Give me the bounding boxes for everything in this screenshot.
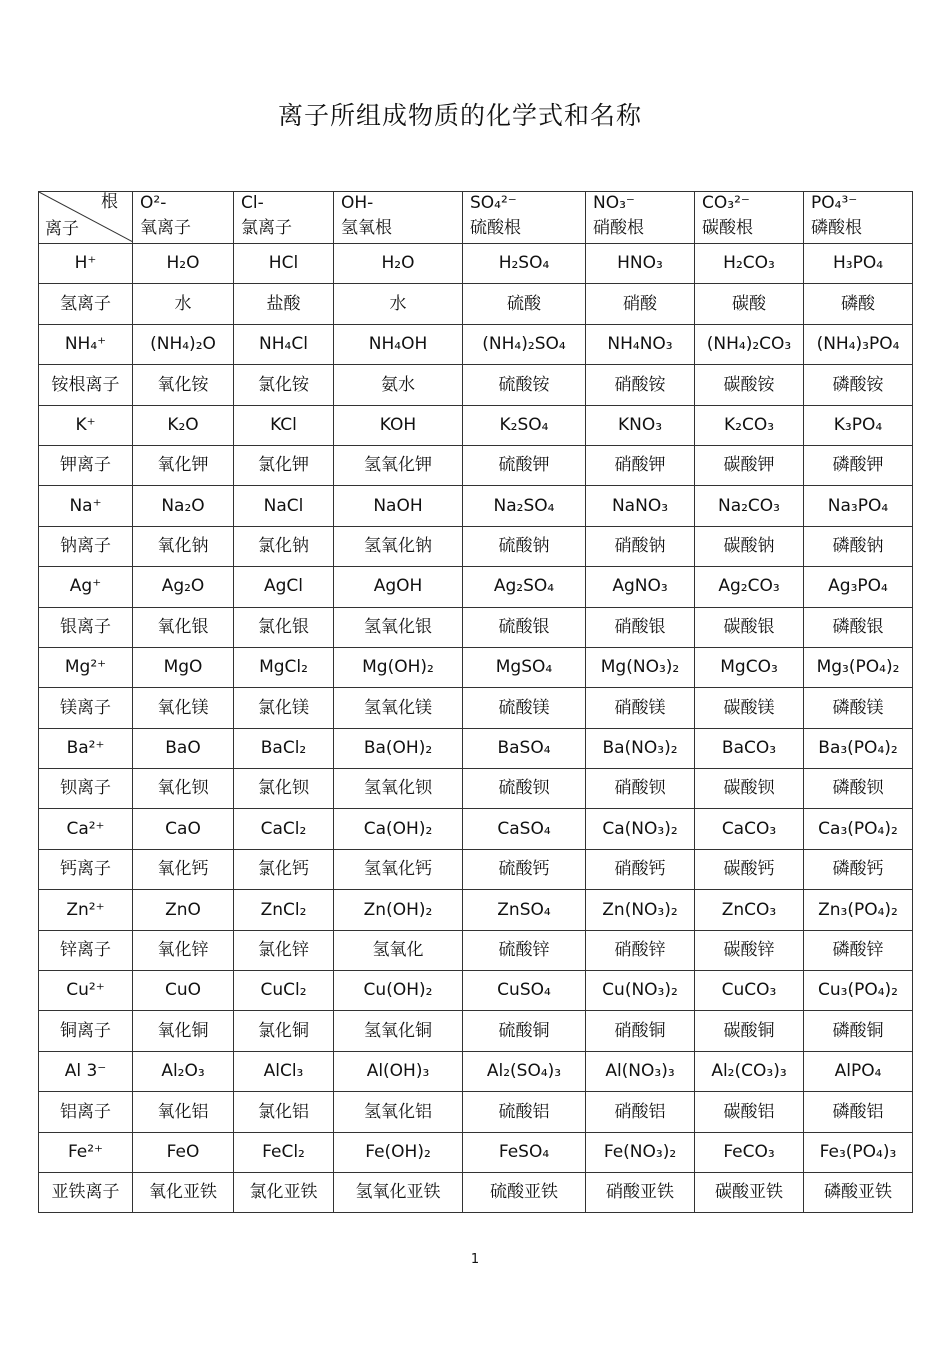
compound-formula-cell: CuSO₄: [463, 971, 586, 1011]
cation-formula-cell: Ca²⁺: [39, 809, 133, 849]
cation-name-cell: 铜离子: [39, 1011, 133, 1051]
compound-formula-cell: NH₄OH: [334, 324, 463, 364]
compound-name-cell: 盐酸: [234, 284, 334, 324]
header-cell-anion-6: [804, 192, 913, 244]
compound-name-cell: 氢氧化铝: [334, 1092, 463, 1132]
compound-formula-cell: CuCO₃: [695, 971, 804, 1011]
formula-row: [39, 1051, 913, 1091]
cation-formula-cell: Na⁺: [39, 486, 133, 526]
cation-formula-cell: Mg²⁺: [39, 647, 133, 687]
compound-formula-cell: Fe₃(PO₄)₃: [804, 1132, 913, 1172]
compound-name-cell: 氯化铜: [234, 1011, 334, 1051]
compound-name-cell: 磷酸亚铁: [804, 1172, 913, 1212]
compound-formula-cell: Na₂CO₃: [695, 486, 804, 526]
cation-formula-cell: H⁺: [39, 244, 133, 284]
ion-compound-table: [38, 191, 913, 1213]
compound-formula-cell: CaCl₂: [234, 809, 334, 849]
cation-formula-cell: Ba²⁺: [39, 728, 133, 768]
compound-name-cell: 碳酸: [695, 284, 804, 324]
compound-formula-cell: HCl: [234, 244, 334, 284]
compound-formula-cell: FeCl₂: [234, 1132, 334, 1172]
compound-formula-cell: Zn(OH)₂: [334, 890, 463, 930]
compound-formula-cell: H₃PO₄: [804, 244, 913, 284]
compound-name-cell: 氯化钡: [234, 769, 334, 809]
formula-row: [39, 405, 913, 445]
anion-name: 氧离子: [140, 218, 191, 238]
header-row: [39, 192, 913, 244]
compound-formula-cell: Cu(OH)₂: [334, 971, 463, 1011]
compound-name-cell: 氢氧化钠: [334, 526, 463, 566]
compound-name-cell: 碳酸亚铁: [695, 1172, 804, 1212]
compound-name-cell: 氢氧化钡: [334, 769, 463, 809]
compound-name-cell: 磷酸铝: [804, 1092, 913, 1132]
compound-name-cell: 氢氧化亚铁: [334, 1172, 463, 1212]
compound-formula-cell: Ca(OH)₂: [334, 809, 463, 849]
compound-name-cell: 氯化镁: [234, 688, 334, 728]
compound-name-cell: 硝酸钾: [586, 445, 695, 485]
compound-name-cell: 碳酸铵: [695, 365, 804, 405]
compound-formula-cell: NaCl: [234, 486, 334, 526]
compound-formula-cell: Na₂SO₄: [463, 486, 586, 526]
cation-formula-cell: Al 3⁻: [39, 1051, 133, 1091]
compound-name-cell: 氯化银: [234, 607, 334, 647]
name-row: [39, 1011, 913, 1051]
name-row: [39, 526, 913, 566]
formula-row: [39, 890, 913, 930]
compound-formula-cell: Zn(NO₃)₂: [586, 890, 695, 930]
compound-formula-cell: CaSO₄: [463, 809, 586, 849]
compound-name-cell: 氧化钡: [133, 769, 234, 809]
compound-name-cell: 硝酸铜: [586, 1011, 695, 1051]
compound-name-cell: 碳酸钠: [695, 526, 804, 566]
name-row: [39, 849, 913, 889]
compound-name-cell: 氧化银: [133, 607, 234, 647]
compound-formula-cell: Na₂O: [133, 486, 234, 526]
compound-name-cell: 碳酸锌: [695, 930, 804, 970]
compound-formula-cell: Mg₃(PO₄)₂: [804, 647, 913, 687]
formula-row: [39, 971, 913, 1011]
cation-name-cell: 亚铁离子: [39, 1172, 133, 1212]
formula-row: [39, 1132, 913, 1172]
header-cell-anion-1: [234, 192, 334, 244]
compound-name-cell: 氯化铝: [234, 1092, 334, 1132]
cation-formula-cell: Cu²⁺: [39, 971, 133, 1011]
cation-name-cell: 锌离子: [39, 930, 133, 970]
compound-name-cell: 硫酸钠: [463, 526, 586, 566]
formula-row: [39, 809, 913, 849]
compound-name-cell: 硫酸锌: [463, 930, 586, 970]
compound-formula-cell: FeCO₃: [695, 1132, 804, 1172]
compound-formula-cell: CuO: [133, 971, 234, 1011]
compound-formula-cell: NH₄Cl: [234, 324, 334, 364]
formula-row: [39, 647, 913, 687]
compound-formula-cell: MgO: [133, 647, 234, 687]
compound-name-cell: 氯化钙: [234, 849, 334, 889]
compound-formula-cell: (NH₄)₂CO₃: [695, 324, 804, 364]
cation-formula-cell: K⁺: [39, 405, 133, 445]
compound-name-cell: 碳酸铝: [695, 1092, 804, 1132]
compound-formula-cell: BaO: [133, 728, 234, 768]
compound-name-cell: 氢氧化: [334, 930, 463, 970]
compound-formula-cell: KOH: [334, 405, 463, 445]
compound-formula-cell: BaSO₄: [463, 728, 586, 768]
anion-name: 碳酸根: [702, 218, 753, 238]
compound-formula-cell: H₂O: [133, 244, 234, 284]
compound-formula-cell: CuCl₂: [234, 971, 334, 1011]
compound-name-cell: 硝酸钠: [586, 526, 695, 566]
compound-name-cell: 磷酸锌: [804, 930, 913, 970]
compound-formula-cell: Cu₃(PO₄)₂: [804, 971, 913, 1011]
compound-formula-cell: H₂O: [334, 244, 463, 284]
compound-formula-cell: CaO: [133, 809, 234, 849]
compound-name-cell: 硫酸钙: [463, 849, 586, 889]
compound-formula-cell: AgOH: [334, 567, 463, 607]
compound-name-cell: 硝酸钙: [586, 849, 695, 889]
compound-formula-cell: K₂CO₃: [695, 405, 804, 445]
cation-formula-cell: Ag⁺: [39, 567, 133, 607]
compound-formula-cell: Na₃PO₄: [804, 486, 913, 526]
anion-name: 氯离子: [241, 218, 292, 238]
compound-name-cell: 氧化锌: [133, 930, 234, 970]
header-cell-anion-0: [133, 192, 234, 244]
compound-formula-cell: Ba(NO₃)₂: [586, 728, 695, 768]
name-row: [39, 1092, 913, 1132]
compound-name-cell: 硫酸钾: [463, 445, 586, 485]
compound-formula-cell: Mg(NO₃)₂: [586, 647, 695, 687]
compound-formula-cell: K₂SO₄: [463, 405, 586, 445]
compound-name-cell: 硫酸镁: [463, 688, 586, 728]
compound-name-cell: 磷酸银: [804, 607, 913, 647]
compound-formula-cell: HNO₃: [586, 244, 695, 284]
compound-formula-cell: Cu(NO₃)₂: [586, 971, 695, 1011]
compound-formula-cell: KCl: [234, 405, 334, 445]
cation-name-cell: 铵根离子: [39, 365, 133, 405]
compound-name-cell: 硝酸钡: [586, 769, 695, 809]
compound-name-cell: 磷酸钙: [804, 849, 913, 889]
anion-name: 磷酸根: [811, 218, 862, 238]
compound-name-cell: 氢氧化钾: [334, 445, 463, 485]
compound-name-cell: 磷酸: [804, 284, 913, 324]
compound-name-cell: 氧化铝: [133, 1092, 234, 1132]
compound-name-cell: 磷酸钠: [804, 526, 913, 566]
name-row: [39, 365, 913, 405]
compound-formula-cell: Ag₃PO₄: [804, 567, 913, 607]
compound-formula-cell: Ca₃(PO₄)₂: [804, 809, 913, 849]
cation-name-cell: 氢离子: [39, 284, 133, 324]
compound-formula-cell: Fe(NO₃)₂: [586, 1132, 695, 1172]
compound-name-cell: 氢氧化铜: [334, 1011, 463, 1051]
compound-formula-cell: BaCO₃: [695, 728, 804, 768]
compound-name-cell: 氧化钾: [133, 445, 234, 485]
compound-name-cell: 磷酸钾: [804, 445, 913, 485]
compound-formula-cell: BaCl₂: [234, 728, 334, 768]
compound-name-cell: 氧化钠: [133, 526, 234, 566]
compound-name-cell: 磷酸镁: [804, 688, 913, 728]
compound-name-cell: 磷酸钡: [804, 769, 913, 809]
name-row: [39, 445, 913, 485]
compound-name-cell: 水: [133, 284, 234, 324]
compound-name-cell: 硝酸: [586, 284, 695, 324]
anion-name: 氢氧根: [341, 218, 392, 238]
formula-row: [39, 486, 913, 526]
compound-formula-cell: Ca(NO₃)₂: [586, 809, 695, 849]
compound-formula-cell: ZnCO₃: [695, 890, 804, 930]
formula-row: [39, 728, 913, 768]
compound-formula-cell: NaOH: [334, 486, 463, 526]
compound-name-cell: 硝酸亚铁: [586, 1172, 695, 1212]
compound-formula-cell: Mg(OH)₂: [334, 647, 463, 687]
compound-formula-cell: ZnSO₄: [463, 890, 586, 930]
compound-name-cell: 氧化铵: [133, 365, 234, 405]
cation-name-cell: 钙离子: [39, 849, 133, 889]
compound-name-cell: 硝酸铵: [586, 365, 695, 405]
compound-name-cell: 氯化钠: [234, 526, 334, 566]
compound-formula-cell: Al(NO₃)₃: [586, 1051, 695, 1091]
compound-formula-cell: CaCO₃: [695, 809, 804, 849]
compound-name-cell: 氯化钾: [234, 445, 334, 485]
formula-row: [39, 324, 913, 364]
compound-formula-cell: Al₂(CO₃)₃: [695, 1051, 804, 1091]
compound-formula-cell: Ag₂O: [133, 567, 234, 607]
compound-formula-cell: NH₄NO₃: [586, 324, 695, 364]
compound-name-cell: 氧化亚铁: [133, 1172, 234, 1212]
cation-name-cell: 镁离子: [39, 688, 133, 728]
anion-name: 硫酸根: [470, 218, 521, 238]
anion-formula: CO₃²⁻: [702, 193, 750, 213]
compound-formula-cell: Al(OH)₃: [334, 1051, 463, 1091]
compound-name-cell: 硝酸镁: [586, 688, 695, 728]
name-row: [39, 769, 913, 809]
formula-row: [39, 244, 913, 284]
compound-name-cell: 硝酸锌: [586, 930, 695, 970]
compound-formula-cell: H₂CO₃: [695, 244, 804, 284]
compound-name-cell: 氧化镁: [133, 688, 234, 728]
compound-name-cell: 氯化铵: [234, 365, 334, 405]
compound-name-cell: 碳酸钙: [695, 849, 804, 889]
cation-name-cell: 铝离子: [39, 1092, 133, 1132]
name-row: [39, 607, 913, 647]
compound-formula-cell: (NH₄)₃PO₄: [804, 324, 913, 364]
compound-formula-cell: ZnCl₂: [234, 890, 334, 930]
corner-label-ion: 离子: [45, 219, 79, 240]
compound-formula-cell: Al₂(SO₄)₃: [463, 1051, 586, 1091]
compound-name-cell: 硫酸亚铁: [463, 1172, 586, 1212]
compound-name-cell: 碳酸钡: [695, 769, 804, 809]
compound-name-cell: 氢氧化钙: [334, 849, 463, 889]
compound-name-cell: 氨水: [334, 365, 463, 405]
compound-formula-cell: ZnO: [133, 890, 234, 930]
compound-name-cell: 磷酸铜: [804, 1011, 913, 1051]
header-cell-anion-3: [463, 192, 586, 244]
cation-name-cell: 银离子: [39, 607, 133, 647]
compound-name-cell: 磷酸铵: [804, 365, 913, 405]
anion-formula: NO₃⁻: [593, 193, 635, 213]
compound-name-cell: 碳酸银: [695, 607, 804, 647]
compound-formula-cell: H₂SO₄: [463, 244, 586, 284]
compound-formula-cell: MgCO₃: [695, 647, 804, 687]
compound-name-cell: 氢氧化银: [334, 607, 463, 647]
compound-formula-cell: (NH₄)₂SO₄: [463, 324, 586, 364]
compound-formula-cell: Ba(OH)₂: [334, 728, 463, 768]
name-row: [39, 688, 913, 728]
compound-formula-cell: FeSO₄: [463, 1132, 586, 1172]
cation-formula-cell: Zn²⁺: [39, 890, 133, 930]
compound-name-cell: 硫酸银: [463, 607, 586, 647]
cation-formula-cell: Fe²⁺: [39, 1132, 133, 1172]
compound-formula-cell: Ag₂SO₄: [463, 567, 586, 607]
compound-name-cell: 氧化铜: [133, 1011, 234, 1051]
compound-formula-cell: AlPO₄: [804, 1051, 913, 1091]
cation-name-cell: 钡离子: [39, 769, 133, 809]
name-row: [39, 1172, 913, 1212]
compound-formula-cell: FeO: [133, 1132, 234, 1172]
header-cell-anion-4: [586, 192, 695, 244]
compound-formula-cell: Fe(OH)₂: [334, 1132, 463, 1172]
header-cell-anion-5: [695, 192, 804, 244]
compound-name-cell: 硝酸银: [586, 607, 695, 647]
compound-formula-cell: Ba₃(PO₄)₂: [804, 728, 913, 768]
compound-formula-cell: NaNO₃: [586, 486, 695, 526]
anion-formula: O²-: [140, 193, 167, 213]
page-title: 离子所组成物质的化学式和名称: [277, 101, 642, 130]
compound-formula-cell: Zn₃(PO₄)₂: [804, 890, 913, 930]
cation-formula-cell: NH₄⁺: [39, 324, 133, 364]
compound-formula-cell: MgSO₄: [463, 647, 586, 687]
anion-formula: SO₄²⁻: [470, 193, 517, 213]
compound-formula-cell: Ag₂CO₃: [695, 567, 804, 607]
anion-name: 硝酸根: [593, 218, 644, 238]
cation-name-cell: 钾离子: [39, 445, 133, 485]
anion-formula: OH-: [341, 193, 374, 213]
compound-name-cell: 碳酸铜: [695, 1011, 804, 1051]
compound-formula-cell: (NH₄)₂O: [133, 324, 234, 364]
page-number: 1: [470, 1252, 480, 1267]
compound-formula-cell: Al₂O₃: [133, 1051, 234, 1091]
compound-name-cell: 硫酸铵: [463, 365, 586, 405]
compound-name-cell: 氯化锌: [234, 930, 334, 970]
compound-name-cell: 碳酸钾: [695, 445, 804, 485]
anion-formula: Cl-: [241, 193, 264, 213]
anion-formula: PO₄³⁻: [811, 193, 858, 213]
header-cell-anion-2: [334, 192, 463, 244]
compound-name-cell: 硫酸: [463, 284, 586, 324]
name-row: [39, 284, 913, 324]
compound-formula-cell: MgCl₂: [234, 647, 334, 687]
compound-name-cell: 硫酸铜: [463, 1011, 586, 1051]
compound-formula-cell: AgNO₃: [586, 567, 695, 607]
compound-name-cell: 氯化亚铁: [234, 1172, 334, 1212]
compound-formula-cell: AgCl: [234, 567, 334, 607]
compound-formula-cell: K₃PO₄: [804, 405, 913, 445]
compound-name-cell: 硫酸铝: [463, 1092, 586, 1132]
compound-name-cell: 氢氧化镁: [334, 688, 463, 728]
compound-formula-cell: K₂O: [133, 405, 234, 445]
compound-name-cell: 氧化钙: [133, 849, 234, 889]
formula-row: [39, 567, 913, 607]
compound-formula-cell: AlCl₃: [234, 1051, 334, 1091]
compound-name-cell: 水: [334, 284, 463, 324]
corner-header-cell: [39, 192, 133, 244]
compound-name-cell: 硫酸钡: [463, 769, 586, 809]
compound-formula-cell: KNO₃: [586, 405, 695, 445]
corner-label-root: 根: [101, 192, 118, 212]
compound-name-cell: 硝酸铝: [586, 1092, 695, 1132]
name-row: [39, 930, 913, 970]
cation-name-cell: 钠离子: [39, 526, 133, 566]
compound-name-cell: 碳酸镁: [695, 688, 804, 728]
